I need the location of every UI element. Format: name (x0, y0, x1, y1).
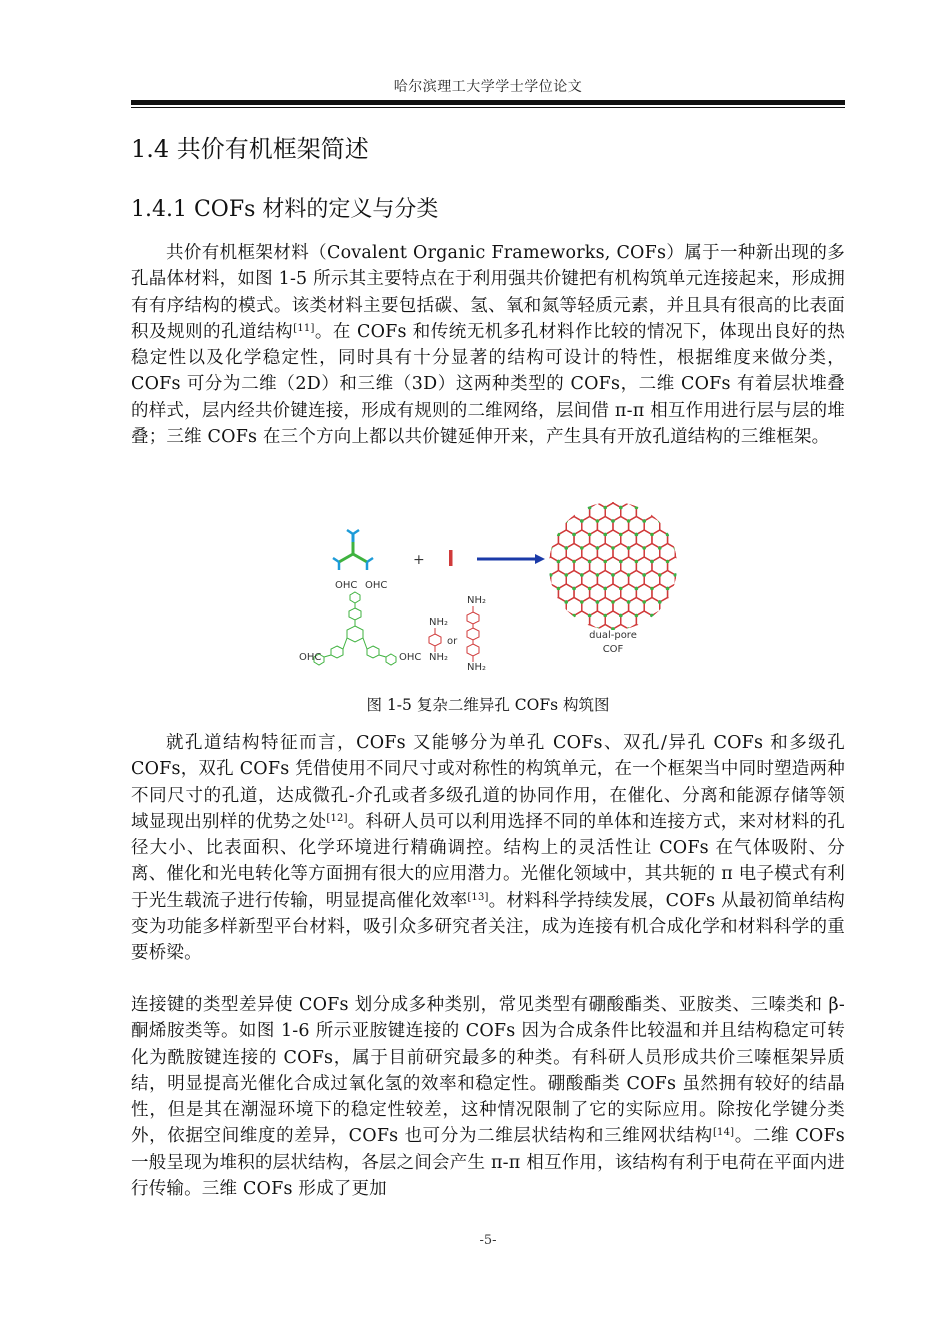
network-node (564, 573, 568, 577)
network-node (635, 560, 639, 564)
network-node (588, 506, 592, 510)
network-node (619, 560, 623, 564)
network-node (650, 560, 654, 564)
network-node (635, 506, 639, 510)
network-node (580, 546, 584, 550)
network-hexagon (668, 584, 684, 602)
network-node (572, 587, 576, 591)
network-node (557, 614, 561, 618)
paragraph-2-text: 就孔道结构特征而言，COFs 又能够分为单孔 COFs、双孔/异孔 COFs 和多级孔 COFs，双孔 COFs 凭借使用不同尺寸或对称性的构筑单元，在一个框架当中同时塑造两种不同尺寸的孔道，达成微孔-介孔或者多级孔道的协同作用，在催化、分离和能源存储等领域显现出别样的优势之处 (131, 733, 845, 832)
network-node (627, 519, 631, 523)
network-node (642, 627, 646, 631)
nh2-label-1: NH₂ (429, 617, 449, 628)
network-node (611, 519, 615, 523)
network-node (596, 519, 600, 523)
paragraph-1 (131, 240, 845, 450)
header-rule-thick (131, 100, 845, 105)
network-node (666, 533, 670, 537)
network-node (564, 546, 568, 550)
subsection-title: 1.4.1 COFs 材料的定义与分类 (131, 197, 439, 222)
network-node (674, 519, 678, 523)
network-node (564, 600, 568, 604)
citation-14[interactable]: [14] (712, 1127, 735, 1139)
cho-label-1: OHC (335, 580, 358, 591)
network-hexagon (675, 571, 685, 589)
network-node (557, 533, 561, 537)
network-node (658, 546, 662, 550)
network-node (580, 627, 584, 631)
cho-label-4: OHC (399, 652, 422, 663)
network-node (611, 546, 615, 550)
network-node (642, 546, 646, 550)
network-node (619, 533, 623, 537)
network-node (635, 614, 639, 618)
network-node (603, 614, 607, 618)
network-node (650, 533, 654, 537)
network-node (588, 614, 592, 618)
network-hexagon (558, 611, 574, 629)
network-node (666, 560, 670, 564)
running-header: 哈尔滨理工大学学士学位论文 (393, 79, 583, 95)
network-hexagon (629, 496, 645, 508)
paragraph-3 (131, 992, 845, 1202)
network-node (572, 614, 576, 618)
network-node (603, 533, 607, 537)
network-node (674, 573, 678, 577)
nh2-label-4: NH₂ (467, 662, 487, 673)
cho-label-3: OHC (299, 652, 322, 663)
network-hexagon (636, 611, 652, 629)
network-node (642, 519, 646, 523)
network-node (642, 600, 646, 604)
page-number: -5- (479, 1233, 497, 1248)
nh2-label-3: NH₂ (467, 595, 487, 606)
network-node (619, 506, 623, 510)
tritopic-node-icon (333, 530, 373, 570)
citation-12[interactable]: [12] (326, 812, 348, 824)
linker-icon (449, 550, 453, 566)
citation-11[interactable]: [11] (293, 322, 315, 334)
network-hexagon (582, 496, 598, 508)
network-node (635, 641, 639, 645)
network-hexagon (543, 584, 559, 602)
network-node (658, 519, 662, 523)
cof-network-illustration (533, 496, 685, 644)
network-node (541, 587, 545, 591)
network-node (572, 506, 576, 510)
network-node (580, 600, 584, 604)
network-hexagon (551, 598, 567, 616)
network-node (642, 627, 646, 631)
figure-caption: 图 1-5 复杂二维异孔 COFs 构筑图 (366, 696, 610, 714)
network-node (596, 573, 600, 577)
cof-label-line2: COF (602, 644, 624, 655)
network-node (627, 573, 631, 577)
or-label: or (447, 636, 458, 647)
figure-1-5 (295, 496, 685, 684)
paragraph-2 (131, 730, 845, 967)
network-node (603, 560, 607, 564)
network-node (635, 587, 639, 591)
cof-label-line1: dual-pore (589, 630, 637, 641)
network-node (564, 519, 568, 523)
network-node (588, 533, 592, 537)
network-node (658, 600, 662, 604)
paragraph-2-mid: 。科研人员可以利用选择不同的单体和连接方式，来对材料的孔径大小、比表面积、化学环境进行精确调控。结构上的灵活性让 COFs 在气体吸附、分离、催化和光电转化等方面拥有很大的应用潜力。光催化领域中，其共轭的 π 电子模式有利于光生载流子进行传输，明显提高催化效率 (131, 811, 845, 911)
network-node (650, 614, 654, 618)
paragraph-2-tail: 。材料科学持续发展，COFs 从最初简单结构变为功能多样新型平台材料，吸引众多研究者关注，成为连接有机合成化学和材料科学的重要桥梁。 (131, 890, 845, 964)
network-node (588, 587, 592, 591)
reaction-arrow (477, 554, 545, 564)
network-node (603, 587, 607, 591)
network-node (603, 506, 607, 510)
network-node (572, 560, 576, 564)
network-node (650, 587, 654, 591)
network-hexagon (652, 611, 668, 629)
header-rule-thin (131, 107, 845, 108)
network-node (674, 546, 678, 550)
network-hexagon (574, 611, 590, 629)
network-node (681, 560, 685, 564)
network-node (627, 546, 631, 550)
network-hexagon (660, 598, 676, 616)
cho-label-2: OHC (365, 580, 388, 591)
network-node (611, 600, 615, 604)
network-node (666, 587, 670, 591)
network-hexagon (535, 571, 551, 589)
section-title: 1.4 共价有机框架简述 (131, 135, 369, 163)
network-node (650, 506, 654, 510)
aldehyde-monomer-structure (314, 592, 396, 665)
network-node (658, 573, 662, 577)
paragraph-1-text: 共价有机框架材料（Covalent Organic Frameworks, COFs）属于一种新出现的多孔晶体材料，如图 1-5 所示其主要特点在于利用强共价键把有机构筑单元连接起来，形成拥有有序结构的模式。该类材料主要包括碳、氢、氧和氮等轻质元素，并且具有很高的比表面积及规则的孔道结构 (131, 243, 845, 342)
network-node (588, 560, 592, 564)
nh2-label-2: NH₂ (429, 652, 449, 663)
network-node (611, 573, 615, 577)
network-node (557, 587, 561, 591)
network-node (549, 573, 553, 577)
network-node (619, 614, 623, 618)
network-node (549, 546, 553, 550)
paragraph-3-text: 连接键的类型差异使 COFs 划分成多种类别，常见类型有硼酸酯类、亚胺类、三嗪类和 β-酮烯胺类等。如图 1-6 所示亚胺键连接的 COFs 因为合成条件比较温和并且结构稳定可转化为酰胺键连接的 COFs，属于目前研究最多的种类。有科研人员形成共价三嗪框架异质结，明显提高光催化合成过氧化氢的效率和稳定性。硼酸酯类 COFs 虽然拥有较好的结晶性，但是其在潮湿环境下的稳定性较差，这种情况限制了它的实际应用。除按化学键分类外，依据空间维度的差异，COFs 也可分为二维层状结构和三维网状结构 (131, 995, 845, 1147)
network-node (572, 533, 576, 537)
citation-13[interactable]: [13] (467, 891, 489, 903)
paragraph-3-tail: 。二维 COFs 一般呈现为堆积的层状结构，各层之间会产生 π-π 相互作用，该结构有利于电荷在平面内进行传输。三维 COFs 形成了更加 (131, 1126, 845, 1200)
network-node (549, 600, 553, 604)
network-node (580, 573, 584, 577)
network-node (635, 533, 639, 537)
network-node (533, 573, 537, 577)
network-node (596, 546, 600, 550)
network-node (619, 587, 623, 591)
paragraph-1-tail: 。在 COFs 和传统无机多孔材料作比较的情况下，体现出良好的热稳定性以及化学稳定性，同时具有十分显著的结构可设计的特性，根据维度来做分类，COFs 可分为二维（2D）和三维（3D）这两种类型的 COFs，二维 COFs 有着层状堆叠的样式，层内经共价键连接，形成有规则的二维网络，层间借 π-π 相互作用进行层与层的堆叠；三维 COFs 在三个方向上都以共价键延伸开来，产生具有开放孔道结构的三维框架。 (131, 321, 845, 448)
network-node (557, 560, 561, 564)
network-node (596, 600, 600, 604)
plus-sign: + (413, 552, 425, 568)
network-node (627, 600, 631, 604)
network-node (681, 560, 685, 564)
network-hexagon (675, 544, 685, 562)
network-node (580, 519, 584, 523)
network-node (642, 573, 646, 577)
